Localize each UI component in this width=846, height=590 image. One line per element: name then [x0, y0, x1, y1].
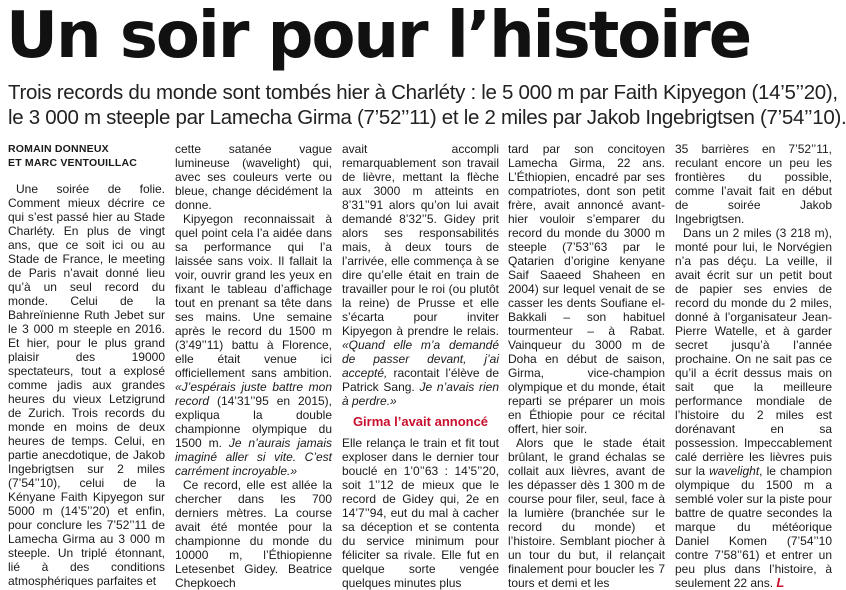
text-run: racontait l’élève de Patrick Sang.	[342, 366, 499, 394]
paragraph	[342, 142, 499, 408]
subheading: Girma l’avait annoncé	[352, 414, 489, 429]
quote: «Quand elle m’a demandé de passer devant, j’ai accepté,	[342, 338, 499, 380]
byline-author-2: ET MARC VENTOUILLAC	[8, 157, 138, 169]
column-3	[342, 142, 499, 590]
column-2	[175, 142, 332, 590]
paragraph: Ce record, elle est allée la chercher dans les 700 derniers mètres. La course avait été montée pour la championne du monde du 10000 m, l’Éthiopienne Letesenbet Gidey. Beatrice Chepkoech	[175, 478, 332, 590]
paragraph: Elle relança le train et fit tout exploser dans le dernier tour bouclé en 1’0’’63 : 14’5’’20, soit 1’’12 de mieux que le record de Gidey qui, 2e en 14’7’’94, eut du mal à cacher sa déception et se contenta du service minimum pour féliciter sa rivale. Elle fut en quelque sorte vengée quelques minutes plus	[342, 436, 499, 590]
text-run: Kipyegon reconnaissait à quel point cela l’a aidée dans sa performance qui l’a laissée sans voix. Il fallait la voir, ouvrir grand les yeux en fixant le tableau d’affichage tout en prenant sa tête dans ses mains. Une semaine après le record du 1500 m (3’49’’11) battu à Florence, elle était venue ici officiellement sans ambition.	[175, 212, 332, 380]
byline-author-1: ROMAIN DONNEUX	[8, 143, 109, 155]
end-mark-icon: L	[776, 575, 785, 590]
column-1	[8, 142, 165, 588]
text-run: (14’31’’95 en 2015), expliqua la double championne olympique du 1500 m.	[175, 394, 332, 450]
italic-term: wavelight	[709, 464, 760, 478]
paragraph	[675, 226, 832, 590]
article-body	[8, 142, 836, 590]
text-run: , le champion olympique du 1500 m a semblé voler sur la piste pour battre de quatre secondes la marque du météorique Daniel Komen (7’54’’10 contre 7’58’’61) et entrer un peu plus dans l’histoire, à seulement 22 ans.	[675, 464, 832, 590]
paragraph	[175, 212, 332, 478]
quote: Je n’avais rien à perdre.»	[342, 380, 499, 408]
paragraph: cette satanée vague lumineuse (wavelight) qui, avec ses couleurs verte ou bleue, change décidément la donne.	[175, 142, 332, 212]
standfirst-line-2: le 3 000 m steeple par Lamecha Girma (7’52’’11) et le 2 miles par Jakob Ingebrigtsen (7’54’’10).	[8, 106, 846, 129]
standfirst	[8, 80, 846, 130]
paragraph: 35 barrières en 7’52’’11, reculant encore un peu les frontières du possible, comme l’avait fait en début de soirée Jakob Ingebrigtsen.	[675, 142, 832, 226]
quote: «J’espérais juste battre mon record	[175, 380, 332, 408]
standfirst-line-1: Trois records du monde sont tombés hier à Charléty : le 5 000 m par Faith Kipyegon (14’5’’20),	[8, 81, 838, 104]
quote: Je n’aurais jamais imaginé aller si vite. C’est carrément incroyable.»	[175, 436, 332, 478]
column-5	[675, 142, 832, 590]
paragraph: Une soirée de folie. Comment mieux décrire ce qui s’est passé hier au Stade Charléty. En plus de vingt ans, que ce soit ici ou au Stade de France, le meeting de Paris n’avait donné lieu qu’à un seul record du monde. Celui de la Bahreïnienne Ruth Jebet sur le 3 000 m steeple en 2016. Et hier, pour le plus grand plaisir des 19000 spectateurs, tout a explosé comme jadis aux grandes heures du vieux Letzigrund de Zurich. Trois records du monde en moins de deux heures de temps. Celui, en partie anecdotique, de Jakob Ingebrigtsen sur 2 miles (7’54’’10), celui de la Kényane Faith Kipyegon sur 5000 m (14’5’’20) et enfin, pour conclure les 7’52’’11 de Lamecha Girma au 3 000 m steeple. Un triplé étonnant, lié à des conditions atmosphériques parfaites et	[8, 182, 165, 588]
byline	[8, 142, 165, 170]
paragraph: Alors que le stade était brûlant, le grand échalas se collait aux lièvres, avant de les dépasser dès 1 300 m de course pour filer, seul, face à la lumière (branchée sur le record du monde) et l’histoire. Semblant piocher à un tour du but, il relançait finalement pour boucler les 7 tours et demi et les	[508, 436, 665, 590]
headline: Un soir pour l’histoire	[6, 0, 751, 73]
paragraph: tard par son concitoyen Lamecha Girma, 22 ans. L’Éthiopien, encadré par ses compatriotes, dont son petit frère, avait annoncé avant-hier vouloir s’emparer du record du monde du 3000 m steeple (7’53’’63 par le Qatarien d’origine kenyane Saif Saaeed Shaheen en 2004) sur lequel venait de se casser les dents Soufiane el-Bakkali – son habituel tourmenteur – à Rabat. Vainqueur du 3000 m de Doha en début de saison, Girma, vice-champion olympique et du monde, était reparti se préparer un mois en Éthiopie pour ce récital offert, hier soir.	[508, 142, 665, 436]
text-run: avait accompli remarquablement son travail de lièvre, mettant la flèche aux 3000 m atteints en 8’31’’91 alors qu’on lui avait demandé 8’32’’5. Gidey prit alors ses responsabilités mais, à deux tours de l’arrivée, elle commença à se dire qu’elle était en train de travailler pour le roi (ou plutôt la reine) de Prusse et elle s’écarta pour inviter Kipyegon à prendre le relais.	[342, 142, 499, 338]
column-4	[508, 142, 665, 590]
text-run: Dans un 2 miles (3 218 m), monté pour lui, le Norvégien n’a pas déçu. La veille, il avait écrit sur un petit bout de papier ses envies de record du monde du 2 miles, donné à l’organisateur Jean-Pierre Watelle, et à garder secret jusqu’à l’année prochaine. On ne sait pas ce qu’il a écrit dessus mais on sait que la meilleure performance mondiale de l’histoire du 2 miles est dorénavant en sa possession. Impeccablement calé derrière les lièvres puis sur la	[675, 226, 832, 478]
